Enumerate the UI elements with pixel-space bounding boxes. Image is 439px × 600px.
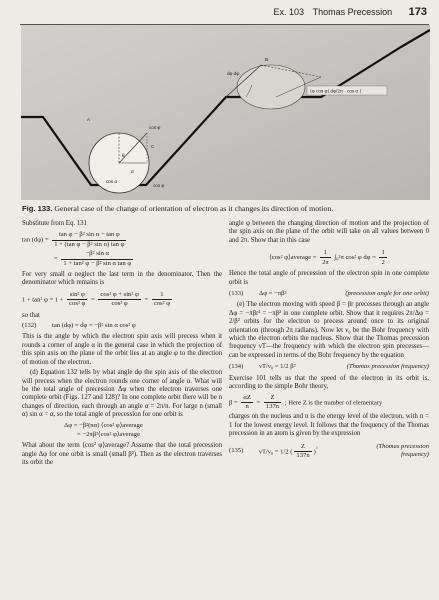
equation-total-precession-b: = −2πβ²⟨cos² φ⟩average: [77, 430, 140, 438]
right-paragraph-4: Exercise 101 tells us that the speed of the electron in its orbit is, according to the simple Bohr theory,: [229, 374, 429, 391]
eq135-num: Z: [294, 443, 311, 452]
equation-133: [229, 290, 429, 298]
running-header: [274, 6, 427, 18]
label-cos-phi: cos φ: [149, 125, 161, 130]
equation-134: [229, 363, 429, 371]
caption-label: Fig. 133.: [22, 204, 53, 213]
label-theta: θ: [122, 153, 125, 158]
running-title: Thomas Precession: [312, 7, 393, 17]
label-c: C: [151, 144, 155, 149]
left-intro: Substitute from Eq. 131: [22, 220, 87, 227]
avg-lhs: ⟨cos² φ⟩average =: [269, 254, 317, 262]
beta-lhs: β =: [229, 398, 238, 406]
caption-text: General case of the change of orientation of electron as it changes its direction of motion.: [54, 204, 334, 213]
avg-integral: ∫₀²π cos² φ dφ =: [334, 254, 376, 262]
eq2-frac-3: [152, 291, 172, 309]
avg-frac: [320, 248, 331, 267]
label-cos-alpha: cos α: [106, 179, 118, 184]
beta-frac-2: [264, 394, 281, 412]
left-so-that: so that: [22, 311, 40, 319]
equation-average: [229, 248, 429, 267]
eq1b-fraction: [61, 250, 133, 268]
eq1-fraction: [52, 231, 126, 249]
equation-132: [22, 322, 222, 330]
eq135-number: (135): [229, 446, 244, 454]
eq132-body: tan (dφ) = dφ = −β² sin α cos² φ: [52, 322, 136, 330]
beta-f1-den: n: [245, 402, 249, 410]
beta-f2-den: 137n: [265, 402, 280, 410]
left-paragraph-6: What about the term ⟨cos² φ⟩average? Assume that the total precession angle Δφ for one orbit is small (small β²). Then as the electron traverses its orbit the: [22, 442, 222, 467]
eq132-number: (132): [22, 322, 37, 330]
eq134-number: (134): [229, 363, 244, 371]
eq135-frac: [294, 443, 311, 461]
avg-result: [379, 248, 386, 267]
eq2-frac-2: [98, 291, 140, 309]
eq2-f1-den: cos² φ: [69, 300, 86, 308]
figure-133: [21, 25, 430, 200]
eq135-tag-line-1: (Thomas precession: [376, 442, 429, 450]
eq135-body: νT/ν₀ = 1/2 ( $\frac{Z}{137n}$ )$^{^2}$: [259, 442, 318, 459]
avg-frac-num: 1: [320, 248, 331, 258]
avg-result-num: 1: [381, 249, 385, 257]
page-number: 173: [408, 6, 427, 18]
beta-equals: =: [256, 398, 261, 406]
equation-denominator: [22, 291, 222, 309]
eq2-lhs: 1 + tan² φ = 1 +: [22, 296, 64, 304]
beta-f2-num: Z: [264, 394, 281, 403]
equation-tan-dphi-2: [22, 250, 222, 268]
eq2-f3-num: 1: [152, 291, 172, 300]
right-paragraph-1: angle φ between the changing direction of motion and the projection of the spin axis on the plane of the orbit will take on all values between 0 and 2π. Show that in this case: [229, 220, 429, 244]
eq134-body: νT/ν₀ = 1/2 β²: [259, 363, 296, 371]
eq2-equals: =: [91, 296, 95, 304]
eq1b-denominator: 1 + tan² φ − β² sin α tan φ: [63, 259, 132, 267]
eq1b-equals: =: [54, 255, 58, 263]
equation-total-precession-a: Δφ = −β²(nα) ⟨cos² φ⟩average: [64, 421, 143, 429]
right-paragraph-5: charges on the nucleus and n is the energy level of the electron, with n = 1 for the lowest energy level. It follows that the frequency of the Thomas precession in an atom is given by the expression: [229, 413, 429, 438]
eq2-f1-num: sin² φ: [67, 291, 87, 300]
eq2-f2-den: cos² φ: [111, 300, 128, 308]
label-b: B: [265, 57, 269, 62]
eq2-f2-num: cos² φ + sin² φ: [98, 291, 140, 300]
left-paragraph-5: (d) Equation 132 tells by what angle dφ the spin axis of the electron will precess when the electron rounds one corner of angle α. What will be the total angle of precession Δφ when the electron traverses one complete orbit (Figs. 127 and 128)? In one complete orbit there will be n changes of direction, each through an angle α = 2π/n. For large n (small α) sin α = α, so the total angle of precession for one orbit is: [22, 369, 222, 419]
eq133-body: Δφ = −πβ²: [259, 290, 287, 298]
right-paragraph-3: (e) The electron moving with speed β = βr precesses through an angle Δφ = −πβr² = −πβ² in one complete orbit. Show that it requires 2π/Δφ = 2/β² orbits for the electron to precess around once to its original orientation (through 2π radians). Now let ν₀ be the Bohr frequency with which the electron orbits the nucleus. Show that the Thomas precession frequency νT—the frequency with which the electron spin precesses—can be expressed in terms of the Bohr frequency by the equation: [229, 301, 429, 359]
eq2-frac-1: [67, 291, 87, 309]
beta-f1-num: αZ: [241, 394, 252, 403]
label-cos-phi-2: cos φ: [153, 183, 165, 188]
eq1-numerator: tan φ − β² sin α − tan φ: [52, 231, 126, 240]
eq1b-numerator: −β² sin α: [61, 250, 133, 259]
avg-result-den: 2: [381, 259, 385, 267]
eq135-den: 137n: [296, 451, 310, 459]
eq135-lhs: νT/ν₀ = 1/2: [259, 447, 289, 455]
equation-tan-dphi: [22, 231, 222, 249]
eq135-exponent: ²: [315, 445, 318, 452]
eq134-tag: (Thomas precession frequency): [346, 363, 429, 371]
figure-caption: [22, 204, 426, 214]
eq2-f3-den: cos² φ: [153, 300, 171, 308]
avg-frac-den: 2π: [322, 259, 329, 267]
label-average: ⟨φ cos φ⟩ dφ/2π · cos α ⟩: [310, 88, 362, 94]
eq133-number: (133): [229, 290, 244, 298]
eq135-tag-line-2: frequency): [401, 450, 429, 458]
label-alpha: α: [131, 169, 134, 174]
beta-frac-1: [241, 394, 252, 412]
right-column: [229, 220, 429, 465]
eq1-denominator: 1 + (tan φ − β² sin α) tan φ: [54, 240, 125, 248]
label-top-a: dφ dφ: [227, 71, 240, 76]
eq133-tag: (precession angle for one orbit): [345, 290, 429, 298]
right-paragraph-2: Hence the total angle of precession of the electron spin in one complete orbit is: [229, 270, 429, 286]
beta-tail: ; Here Z is the number of elementary: [284, 398, 383, 406]
equation-135: [229, 443, 429, 461]
section-label: Ex. 103: [273, 7, 305, 17]
eq135-tag: [376, 443, 429, 460]
left-column: [22, 220, 222, 470]
left-paragraph-2: For very small α neglect the last term in the denominator. Then the denominator which remains is: [22, 271, 222, 287]
eq1-lhs: tan (dφ) =: [22, 236, 49, 244]
label-a: A: [87, 117, 91, 122]
equation-beta: [229, 394, 429, 412]
orbit-plane-b: [237, 65, 305, 109]
left-paragraph-4: This is the angle by which the electron spin axis will precess when it rounds a corner of angle α in the general case in which the projection of this spin axis on the plane of the orbit lies at an angle φ to the direction of motion of the electron.: [22, 333, 222, 366]
eq2-equals-2: =: [144, 296, 149, 304]
precession-diagram: [21, 25, 430, 200]
